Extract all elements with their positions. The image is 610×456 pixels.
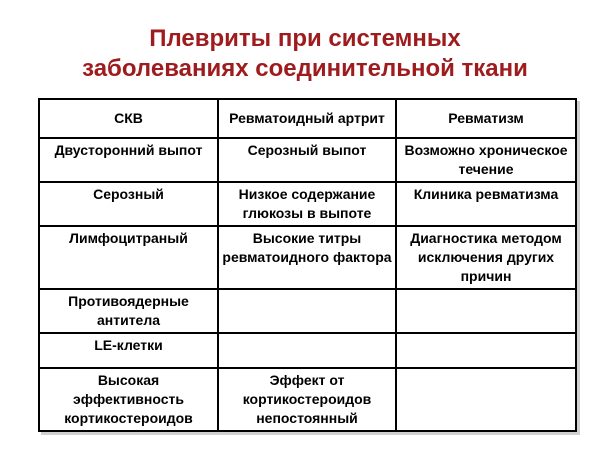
table-cell: Низкое содержание глюкозы в выпоте (218, 182, 396, 226)
table-cell: Лимфоцитраный (39, 226, 218, 289)
table-cell: Двусторонний выпот (39, 138, 218, 182)
table-cell: Клиника ревматизма (396, 182, 576, 226)
table-cell: Серозный (39, 182, 218, 226)
page-title-line-2: заболеваниях соединительной ткани (82, 55, 528, 82)
table-row (39, 138, 576, 182)
table-cell: Диагностика методом исключения других причин (396, 226, 576, 289)
table-header-cell-skv: СКВ (39, 99, 218, 138)
table-cell: Серозный выпот (218, 138, 396, 182)
table-cell: Возможно хроническое течение (396, 138, 576, 182)
table-cell (396, 289, 576, 333)
table-row (39, 333, 576, 368)
table-header-cell-rheumatism: Ревматизм (396, 99, 576, 138)
table-cell: Высокие титры ревматоидного фактора (218, 226, 396, 289)
table-cell (396, 333, 576, 368)
table-cell: LE-клетки (39, 333, 218, 368)
table-cell (218, 289, 396, 333)
table-header-cell-rheumatoid-arthritis: Ревматоидный артрит (218, 99, 396, 138)
table-cell: Эффект от кортикостероидов непостоянный (218, 368, 396, 431)
table-row (39, 182, 576, 226)
table-row (39, 289, 576, 333)
table-row (39, 368, 576, 431)
table-cell (218, 333, 396, 368)
table-cell: Высокая эффективность кортикостероидов (39, 368, 218, 431)
comparison-table (38, 98, 577, 432)
table-row (39, 226, 576, 289)
page-title-line-1: Плевриты при системных (149, 25, 461, 52)
page-title (0, 0, 610, 84)
table-cell (396, 368, 576, 431)
table-header-row (39, 99, 576, 138)
table-cell: Противоядерные антитела (39, 289, 218, 333)
